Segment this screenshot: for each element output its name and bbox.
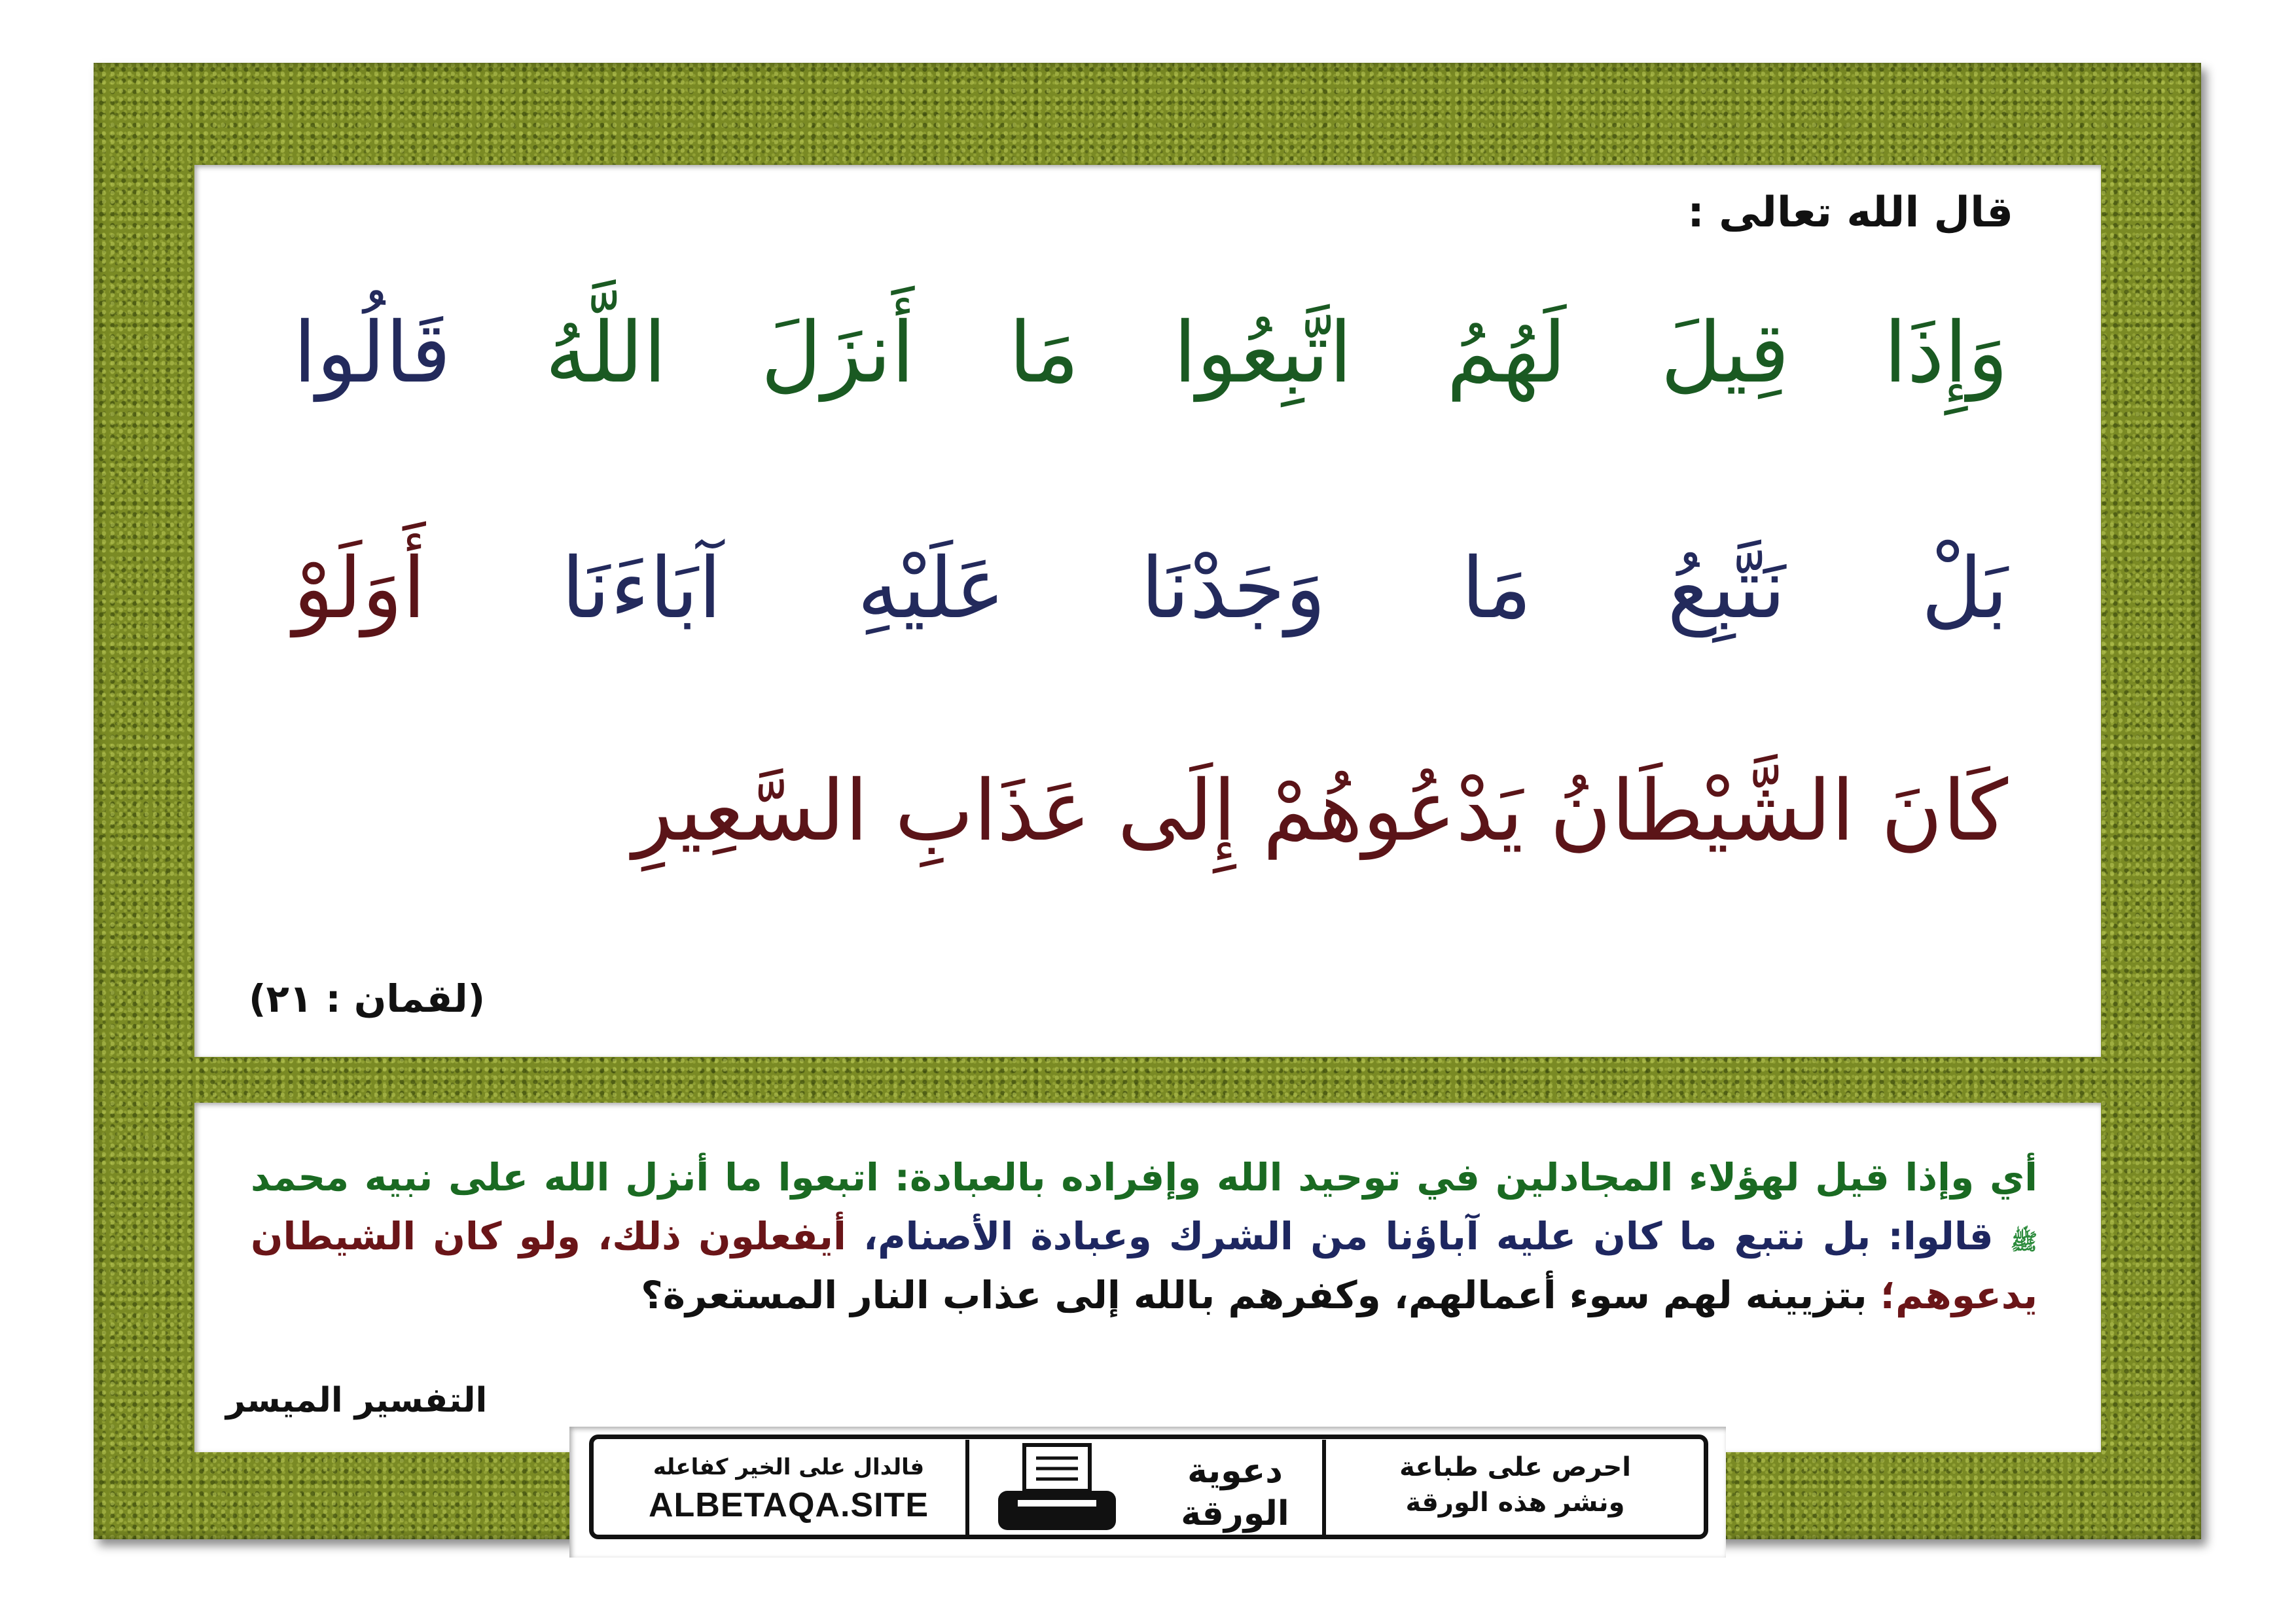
salutation-glyph: ﷺ [2010,1228,2037,1255]
tafsir-source: التفسير الميسر [226,1381,488,1420]
tafsir-part-3: أيفعلون ذلك، ولو كان الشيطان يدعوهم؛ [251,1213,2037,1317]
tafsir-part-2: قالوا: بل نتبع ما كان عليه آباؤنا من الشرك وعبادة الأصنام، [863,1213,1994,1258]
logo-text-top: دعوية [1187,1452,1283,1491]
footer-divider [965,1440,969,1537]
verse-line-1-end: قَالُوا [293,304,451,402]
footer-divider [1322,1440,1326,1537]
verse-line-3: كَانَ الشَّيْطَانُ يَدْعُوهُمْ إِلَى عَذَابِ السَّعِيرِ [632,762,2008,860]
logo-mark [1165,1436,1306,1535]
footer-motto: فالدال على الخير كفاعله [653,1454,925,1480]
footer-note [1338,1450,1692,1520]
logo-text-bottom: الورقة [1181,1494,1289,1533]
verse-line-2-end: أَوَلَوْ [293,540,426,637]
verse-reference: (لقمان : ٢١) [249,976,486,1021]
tafsir-part-1: أي وإذا قيل لهؤلاء المجادلين في توحيد الله وإفراده بالعبادة: اتبعوا ما أنزل الله على نبيه محمد [251,1155,2037,1200]
verse-line-2-main: بَلْ نَتَّبِعُ مَا وَجَدْنَا عَلَيْهِ آبَاءَنَا [561,540,2009,637]
footer-note-line-2: ونشر هذه الورقة [1405,1488,1625,1518]
verse-line-1 [293,304,2009,402]
verse-intro: قال الله تعالى : [1687,188,2013,237]
tafsir-part-4: بتزيينه لهم سوء أعمالهم، وكفرهم بالله إلى عذاب النار المستعرة؟ [641,1272,1867,1317]
tafsir-text [251,1149,2037,1325]
printer-icon [992,1440,1122,1538]
verse-line-2 [293,540,2009,637]
footer-site-link[interactable]: ALBETAQA.SITE [648,1486,929,1524]
verse-line-1-main: وَإِذَا قِيلَ لَهُمُ اتَّبِعُوا مَا أَنزَلَ اللَّهُ [545,304,2009,402]
footer-note-line-1: احرص على طباعة [1399,1452,1631,1482]
